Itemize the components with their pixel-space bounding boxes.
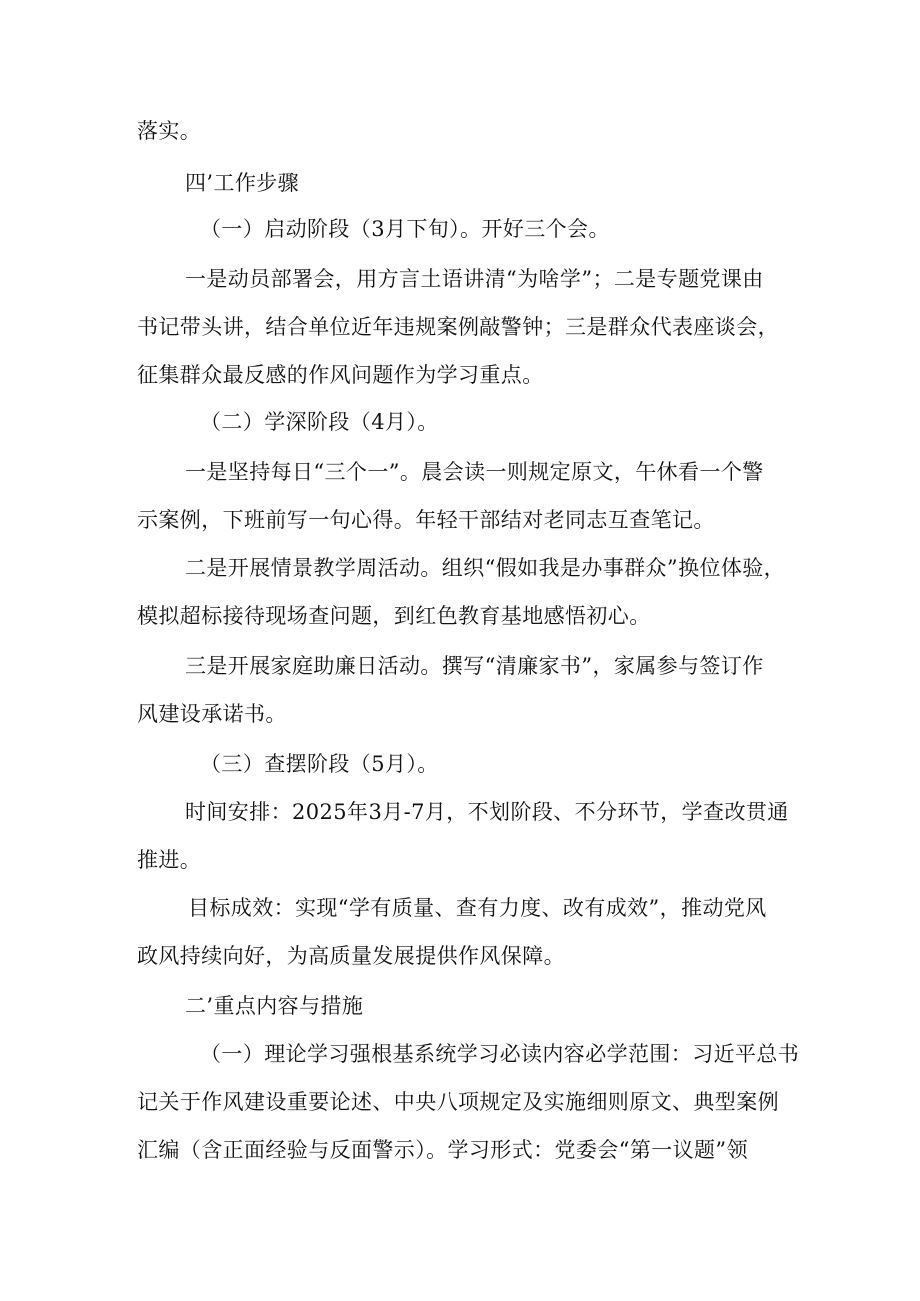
text-line-9: 示案例，下班前写一句心得。年轻干部结对老同志互查笔记。	[137, 508, 715, 532]
text-line-15: 时间安排：2025年3月-7月，不划阶段、不分环节，学查改贯通	[185, 800, 789, 824]
text-line-20: （一）理论学习强根基系统学习必读内容必学范围：习近平总书	[200, 1042, 800, 1066]
subheading-study-stage: （二）学深阶段（4月）。	[200, 410, 439, 434]
text-line-12: 三是开展家庭助廉日活动。撰写“清廉家书”，家属参与签订作	[185, 654, 764, 678]
text-line-17: 目标成效：实现“学有质量、查有力度、改有成效”，推动党风	[188, 896, 767, 920]
text-line-8: 一是坚持每日“三个一”。晨会读一则规定原文，午休看一个警	[185, 460, 764, 484]
text-line-10: 二是开展情景教学周活动。组织“假如我是办事群众”换位体验，	[185, 556, 786, 580]
section-heading-work-steps: 四’工作步骤	[185, 171, 300, 195]
text-line-13: 风建设承诺书。	[137, 702, 287, 726]
text-line-18: 政风持续向好，为高质量发展提供作风保障。	[137, 944, 565, 968]
text-line-5: 书记带头讲，结合单位近年违规案例敲警钟；三是群众代表座谈会，	[137, 315, 779, 339]
text-line-6: 征集群众最反感的作风问题作为学习重点。	[137, 363, 544, 387]
section-heading-key-content: 二’重点内容与措施	[185, 994, 364, 1018]
text-line-16: 推进。	[137, 848, 202, 872]
subheading-launch-stage: （一）启动阶段（3月下旬）。开好三个会。	[200, 217, 610, 241]
text-line-11: 模拟超标接待现场查问题，到红色教育基地感悟初心。	[137, 604, 651, 628]
text-line-4: 一是动员部署会，用方言土语讲清“为啥学”；二是专题党课由	[185, 267, 764, 291]
text-line-1: 落实。	[137, 119, 202, 143]
text-line-22: 汇编（含正面经验与反面警示）。学习形式：党委会“第一议题”领	[137, 1138, 748, 1162]
text-line-21: 记关于作风建设重要论述、中央八项规定及实施细则原文、典型案例	[137, 1090, 779, 1114]
subheading-check-stage: （三）查摆阶段（5月）。	[200, 752, 439, 776]
